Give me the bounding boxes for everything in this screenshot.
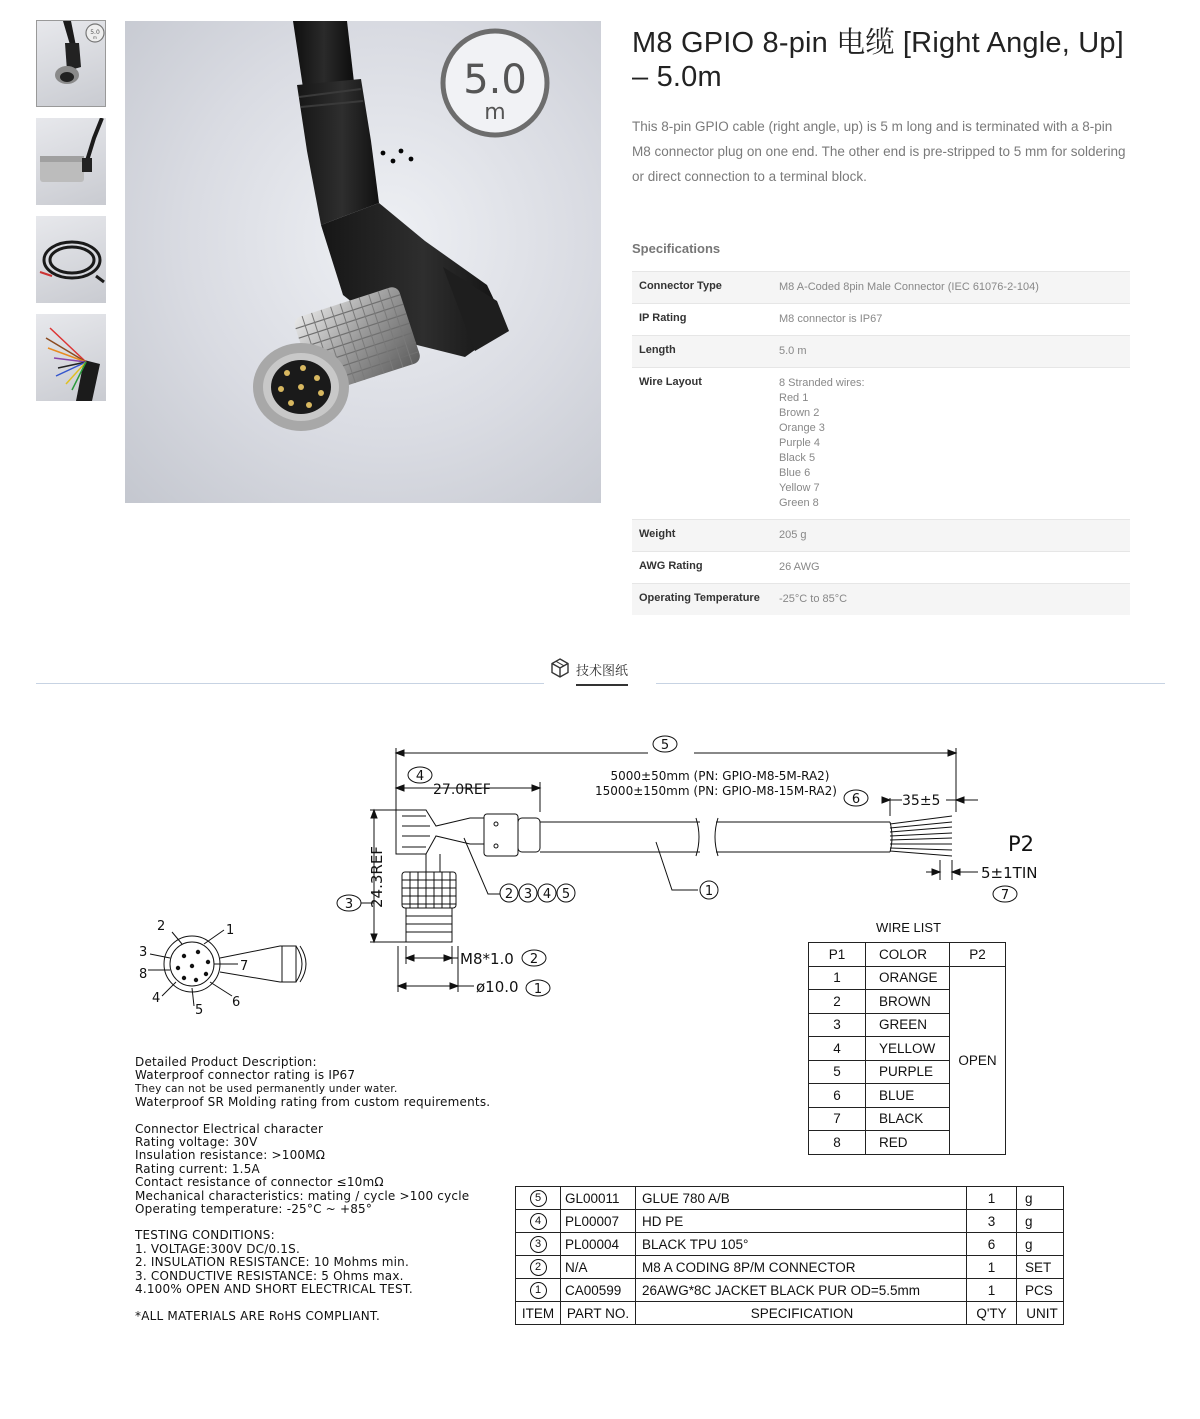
wire-layout-line: Yellow 7 bbox=[779, 482, 820, 494]
wire-p1-cell: 5 bbox=[809, 1060, 866, 1084]
bom-item-cell bbox=[516, 1256, 561, 1279]
spec-key: Wire Layout bbox=[632, 368, 772, 520]
spec-value: 26 AWG bbox=[772, 552, 1130, 584]
wire-list-table bbox=[808, 942, 1006, 1155]
spec-key: Connector Type bbox=[632, 272, 772, 304]
wire-layout-line: Green 8 bbox=[779, 497, 819, 509]
bom-item-number: 3 bbox=[530, 1236, 547, 1253]
dim-27-text: 27.0REF bbox=[433, 782, 491, 798]
bom-spec-cell: HD PE bbox=[636, 1210, 967, 1233]
wire-p1-cell: 4 bbox=[809, 1037, 866, 1061]
thumbnail-4[interactable] bbox=[36, 314, 106, 401]
spec-value: 205 g bbox=[772, 520, 1130, 552]
note-line: 1. VOLTAGE:300V DC/0.1S. bbox=[135, 1241, 300, 1256]
bom-item-number: 1 bbox=[530, 1282, 547, 1299]
height-text: 24.3REF bbox=[368, 846, 386, 908]
bom-unit-cell: g bbox=[1017, 1187, 1064, 1210]
bom-header-spec: SPECIFICATION bbox=[636, 1302, 967, 1325]
bom-table bbox=[515, 1186, 1064, 1325]
bom-item-cell bbox=[516, 1279, 561, 1302]
cube-icon bbox=[548, 656, 572, 680]
product-description: This 8-pin GPIO cable (right angle, up) is 5 m long and is terminated with a 8-pin M8 connector plug on one end. The other end is pre-stripped to 5 mm for soldering or direct connection to a terminal block. bbox=[632, 119, 1126, 184]
pin-label-8: 8 bbox=[139, 967, 148, 982]
bom-row bbox=[516, 1256, 1064, 1279]
main-badge-value: 5.0 bbox=[463, 57, 527, 103]
pin-label-6: 6 bbox=[232, 995, 241, 1010]
thumbnail-3[interactable] bbox=[36, 216, 106, 303]
wire-header-p2: P2 bbox=[950, 943, 1006, 967]
spec-key: IP Rating bbox=[632, 304, 772, 336]
bom-item-cell bbox=[516, 1233, 561, 1256]
thumbnail-gallery bbox=[36, 20, 106, 412]
bom-qty-cell: 6 bbox=[967, 1233, 1017, 1256]
wire-color-cell: BROWN bbox=[866, 990, 950, 1014]
wire-color-cell: RED bbox=[866, 1131, 950, 1155]
note-line: Operating temperature: -25°C ~ +85° bbox=[135, 1202, 373, 1217]
spec-value: 5.0 m bbox=[772, 336, 1130, 368]
wire-color-cell: GREEN bbox=[866, 1013, 950, 1037]
mold-tag-3: 3 bbox=[523, 887, 533, 902]
main-product-image[interactable] bbox=[125, 21, 601, 503]
pin-label-2: 2 bbox=[157, 919, 166, 934]
note-line: Connector Electrical character bbox=[135, 1121, 324, 1136]
pin-label-7: 7 bbox=[240, 959, 249, 974]
wire-p1-cell: 3 bbox=[809, 1013, 866, 1037]
spec-row bbox=[632, 336, 1130, 368]
bom-qty-cell: 1 bbox=[967, 1256, 1017, 1279]
bom-row bbox=[516, 1210, 1064, 1233]
bom-header-item: ITEM bbox=[516, 1302, 561, 1325]
wire-layout-line: Blue 6 bbox=[779, 467, 811, 479]
spec-row bbox=[632, 552, 1130, 584]
wire-p1-cell: 8 bbox=[809, 1131, 866, 1155]
mold-tag-4: 4 bbox=[542, 887, 552, 902]
bom-item-number: 5 bbox=[530, 1190, 547, 1207]
spec-value bbox=[772, 368, 1130, 520]
pin-label-3: 3 bbox=[139, 945, 148, 960]
tab-technical-drawing[interactable] bbox=[548, 651, 628, 685]
drawing-notes bbox=[135, 1056, 490, 1323]
note-line: *ALL MATERIALS ARE RoHS COMPLIANT. bbox=[135, 1308, 381, 1323]
note-line: Insulation resistance: >100MΩ bbox=[135, 1148, 326, 1163]
strip-tag: 6 bbox=[851, 792, 861, 807]
spec-row bbox=[632, 304, 1130, 336]
wire-header-p1: P1 bbox=[809, 943, 866, 967]
main-badge-unit: m bbox=[484, 100, 506, 125]
bom-row bbox=[516, 1187, 1064, 1210]
wire-color-cell: BLACK bbox=[866, 1107, 950, 1131]
spec-row bbox=[632, 584, 1130, 616]
specifications-table bbox=[632, 271, 1130, 615]
spec-row bbox=[632, 520, 1130, 552]
product-title: M8 GPIO 8-pin 电缆 [Right Angle, Up] – 5.0m bbox=[632, 27, 1124, 93]
wire-p1-cell: 1 bbox=[809, 966, 866, 990]
spec-row bbox=[632, 272, 1130, 304]
note-line: Contact resistance of connector ≤10mΩ bbox=[135, 1175, 384, 1190]
bom-qty-cell: 1 bbox=[967, 1279, 1017, 1302]
bom-qty-cell: 1 bbox=[967, 1187, 1017, 1210]
strip-text: 35±5 bbox=[902, 793, 941, 809]
length-line-1: 5000±50mm (PN: GPIO-M8-5M-RA2) bbox=[610, 769, 830, 783]
wire-color-cell: ORANGE bbox=[866, 966, 950, 990]
wire-layout-line: Purple 4 bbox=[779, 437, 820, 449]
bom-part-cell: N/A bbox=[561, 1256, 636, 1279]
wire-layout-line: Red 1 bbox=[779, 392, 809, 404]
dia-tag: 1 bbox=[533, 982, 543, 997]
spec-key: Length bbox=[632, 336, 772, 368]
length-line-2: 15000±150mm (PN: GPIO-M8-15M-RA2) bbox=[595, 784, 837, 798]
bom-spec-cell: GLUE 780 A/B bbox=[636, 1187, 967, 1210]
bom-row bbox=[516, 1279, 1064, 1302]
bom-unit-cell: g bbox=[1017, 1210, 1064, 1233]
thumbnail-1[interactable] bbox=[36, 20, 106, 107]
bom-header-row bbox=[516, 1302, 1064, 1325]
bom-unit-cell: SET bbox=[1017, 1256, 1064, 1279]
dia-text: ø10.0 bbox=[476, 978, 519, 996]
wire-list-header-row bbox=[809, 943, 1006, 967]
wire-color-cell: PURPLE bbox=[866, 1060, 950, 1084]
spec-value: M8 A-Coded 8pin Male Connector (IEC 61076-2-104) bbox=[772, 272, 1130, 304]
wire-p1-cell: 7 bbox=[809, 1107, 866, 1131]
bom-header-qty: Q'TY bbox=[967, 1302, 1017, 1325]
bom-part-cell: PL00004 bbox=[561, 1233, 636, 1256]
bom-spec-cell: 26AWG*8C JACKET BLACK PUR OD=5.5mm bbox=[636, 1279, 967, 1302]
wire-list-caption: WIRE LIST bbox=[876, 920, 942, 935]
wire-layout-line: Brown 2 bbox=[779, 407, 820, 419]
note-line: TESTING CONDITIONS: bbox=[135, 1228, 275, 1243]
note-line: They can not be used permanently under water. bbox=[135, 1082, 398, 1095]
wire-color-cell: YELLOW bbox=[866, 1037, 950, 1061]
thread-text: M8*1.0 bbox=[460, 950, 514, 968]
bom-row bbox=[516, 1233, 1064, 1256]
note-gap bbox=[135, 1110, 490, 1123]
p2-label: P2 bbox=[1008, 832, 1035, 856]
bom-header-part: PART NO. bbox=[561, 1302, 636, 1325]
wire-layout-line: 8 Stranded wires: bbox=[779, 377, 865, 389]
wire-layout-line: Orange 3 bbox=[779, 422, 825, 434]
dim-overall-tag: 5 bbox=[660, 738, 670, 753]
wire-color-cell: BLUE bbox=[866, 1084, 950, 1108]
mold-tag-5: 5 bbox=[561, 887, 571, 902]
bom-item-cell bbox=[516, 1210, 561, 1233]
bom-spec-cell: M8 A CODING 8P/M CONNECTOR bbox=[636, 1256, 967, 1279]
bom-item-number: 4 bbox=[530, 1213, 547, 1230]
pin-label-1: 1 bbox=[226, 923, 235, 938]
spec-value: M8 connector is IP67 bbox=[772, 304, 1130, 336]
bom-item-cell bbox=[516, 1187, 561, 1210]
mold-tag-2: 2 bbox=[504, 887, 514, 902]
section-divider-right bbox=[656, 683, 1165, 684]
bom-part-cell: CA00599 bbox=[561, 1279, 636, 1302]
wire-p2-cell: OPEN bbox=[950, 966, 1006, 1154]
cable-tag: 1 bbox=[704, 884, 714, 899]
wire-p1-cell: 6 bbox=[809, 1084, 866, 1108]
note-line: Waterproof SR Molding rating from custom requirements. bbox=[135, 1095, 491, 1110]
wire-header-color: COLOR bbox=[866, 943, 950, 967]
note-line: 3. CONDUCTIVE RESISTANCE: 5 Ohms max. bbox=[135, 1268, 404, 1283]
thumb-badge-value: 5.0 bbox=[90, 29, 100, 36]
bom-unit-cell: g bbox=[1017, 1233, 1064, 1256]
specifications-heading: Specifications bbox=[632, 241, 721, 256]
note-line: 2. INSULATION RESISTANCE: 10 Mohms min. bbox=[135, 1255, 410, 1270]
thumb-badge-unit: m bbox=[93, 35, 97, 40]
pin-label-4: 4 bbox=[152, 991, 161, 1006]
dim-27-tag: 4 bbox=[415, 769, 425, 784]
note-line: Rating current: 1.5A bbox=[135, 1161, 260, 1176]
bom-item-number: 2 bbox=[530, 1259, 547, 1276]
bom-part-cell: PL00007 bbox=[561, 1210, 636, 1233]
pin-label-5: 5 bbox=[195, 1003, 204, 1018]
product-info bbox=[632, 26, 1132, 615]
thread-tag: 2 bbox=[529, 952, 539, 967]
spec-key: Operating Temperature bbox=[632, 584, 772, 616]
note-line: Rating voltage: 30V bbox=[135, 1135, 258, 1150]
height-tag: 3 bbox=[344, 897, 354, 912]
tab-technical-drawing-label: 技术图纸 bbox=[576, 650, 628, 686]
wire-p1-cell: 2 bbox=[809, 990, 866, 1014]
section-divider-left bbox=[36, 683, 544, 684]
spec-value: -25°C to 85°C bbox=[772, 584, 1130, 616]
note-line: Waterproof connector rating is IP67 bbox=[135, 1068, 356, 1083]
spec-key: AWG Rating bbox=[632, 552, 772, 584]
note-line: Mechanical characteristics: mating / cycle >100 cycle bbox=[135, 1188, 470, 1203]
wire-list-row bbox=[809, 966, 1006, 990]
wire-layout-line: Black 5 bbox=[779, 452, 816, 464]
note-line: Detailed Product Description: bbox=[135, 1055, 317, 1069]
bom-spec-cell: BLACK TPU 105° bbox=[636, 1233, 967, 1256]
tin-tag: 7 bbox=[1000, 888, 1010, 903]
thumbnail-2[interactable] bbox=[36, 118, 106, 205]
tin-text: 5±1TIN bbox=[981, 864, 1038, 882]
note-line: 4.100% OPEN AND SHORT ELECTRICAL TEST. bbox=[135, 1282, 413, 1297]
bom-header-unit: UNIT bbox=[1017, 1302, 1064, 1325]
bom-qty-cell: 3 bbox=[967, 1210, 1017, 1233]
note-gap bbox=[135, 1297, 490, 1310]
bom-part-cell: GL00011 bbox=[561, 1187, 636, 1210]
spec-row bbox=[632, 368, 1130, 520]
spec-key: Weight bbox=[632, 520, 772, 552]
bom-unit-cell: PCS bbox=[1017, 1279, 1064, 1302]
